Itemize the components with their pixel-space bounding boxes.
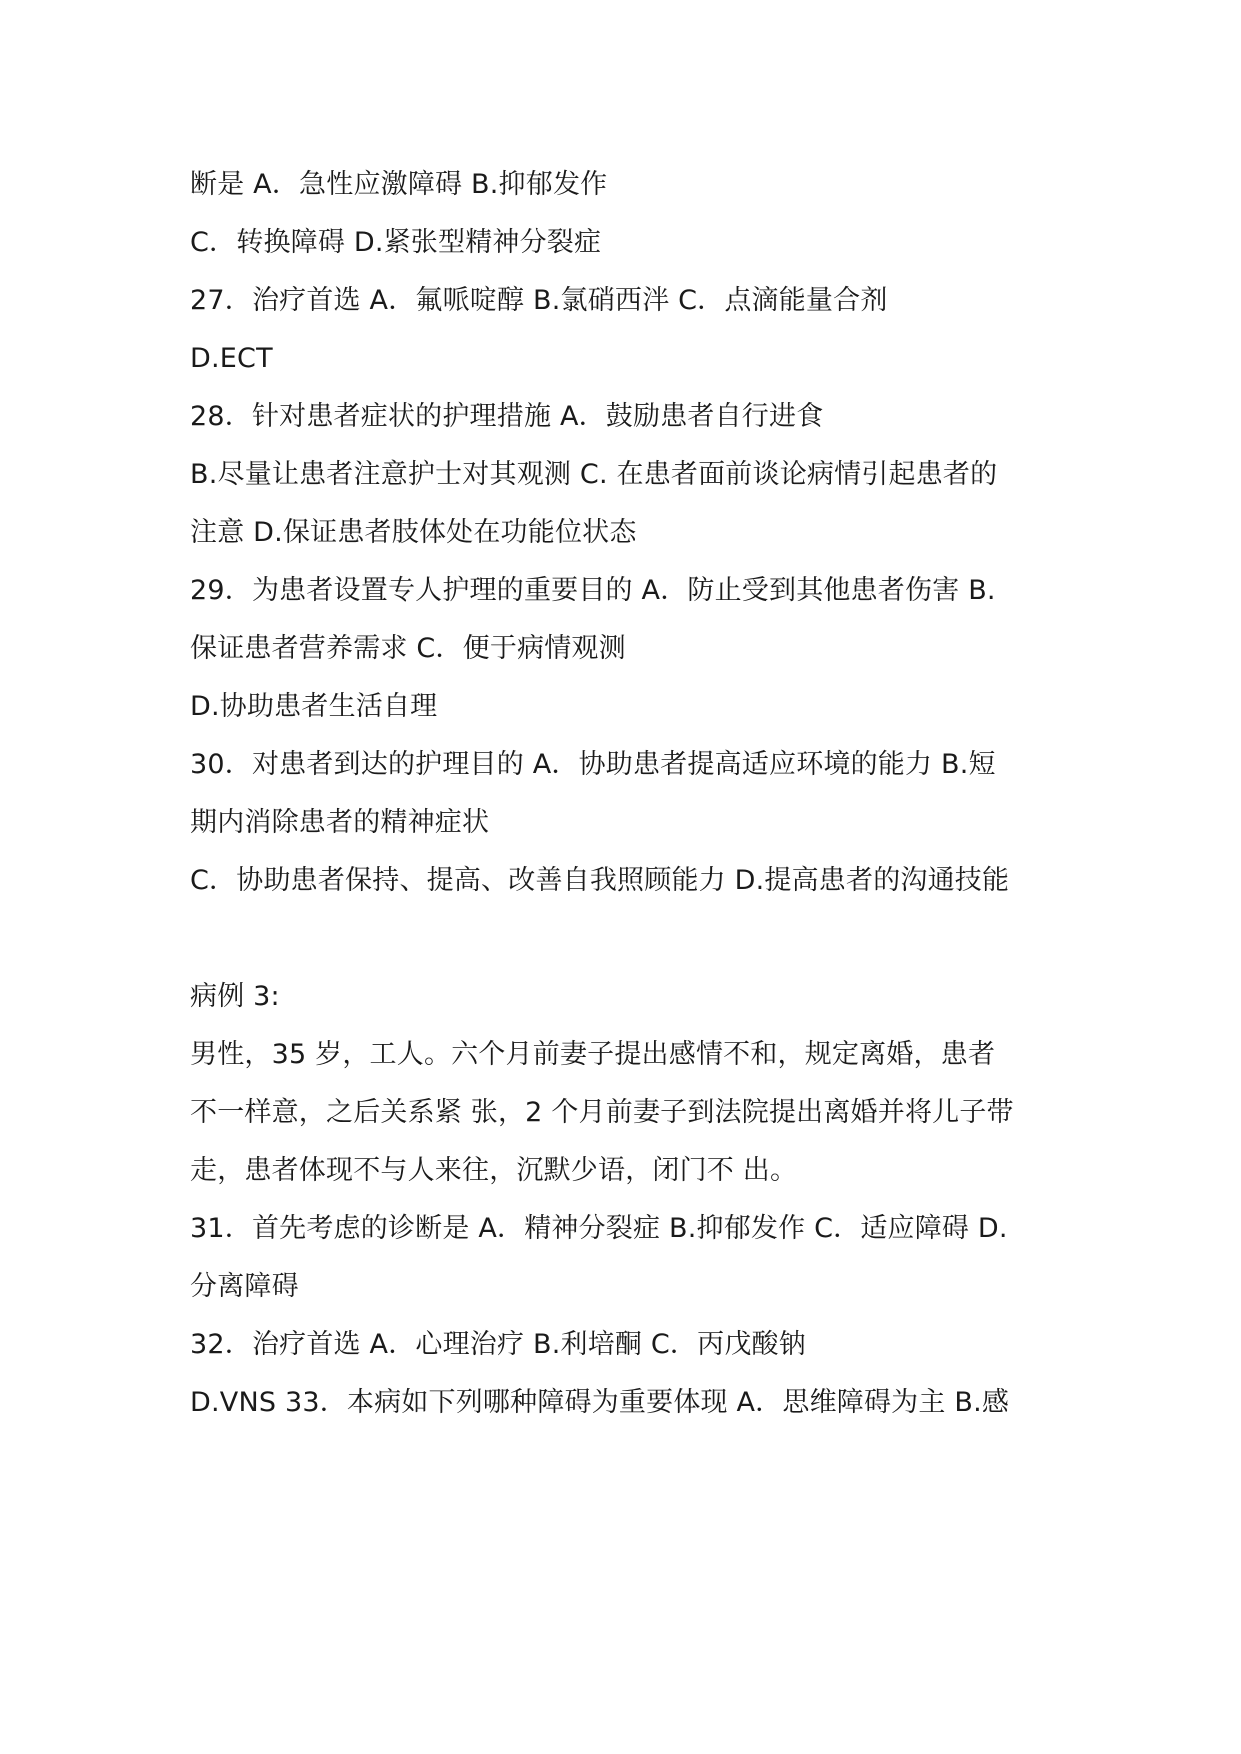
case-description-line: 走，患者体现不与人来往，沉默少语，闭门不 出。 [190, 1155, 798, 1186]
text-line: D.协助患者生活自理 [190, 691, 438, 722]
question-28-line: 28．针对患者症状的护理措施 A．鼓励患者自行进食 [190, 401, 824, 432]
text-line: C．转换障碍 D.紧张型精神分裂症 [190, 227, 602, 258]
case-heading: 病例 3: [190, 981, 280, 1012]
text-line: 期内消除患者的精神症状 [190, 807, 490, 838]
text-line: D.ECT [190, 343, 273, 374]
case-description-line: 不一样意，之后关系紧 张，2 个月前妻子到法院提出离婚并将儿子带 [190, 1097, 1014, 1128]
question-30-line: 30．对患者到达的护理目的 A．协助患者提高适应环境的能力 B.短 [190, 749, 996, 780]
question-31-line: 31．首先考虑的诊断是 A．精神分裂症 B.抑郁发作 C．适应障碍 D. [190, 1213, 1008, 1244]
text-line: C．协助患者保持、提高、改善自我照顾能力 D.提高患者的沟通技能 [190, 865, 1010, 896]
text-line: 保证患者营养需求 C．便于病情观测 [190, 633, 626, 664]
question-33-line: D.VNS 33．本病如下列哪种障碍为重要体现 A．思维障碍为主 B.感 [190, 1387, 1010, 1418]
case-description-line: 男性，35 岁，工人。六个月前妻子提出感情不和，规定离婚，患者 [190, 1039, 996, 1070]
question-32-line: 32．治疗首选 A．心理治疗 B.利培酮 C．丙戊酸钠 [190, 1329, 806, 1360]
text-line: 断是 A．急性应激障碍 B.抑郁发作 [190, 169, 608, 200]
question-27-line: 27．治疗首选 A．氟哌啶醇 B.氯硝西泮 C．点滴能量合剂 [190, 285, 888, 316]
text-line: B.尽量让患者注意护士对其观测 C. 在患者面前谈论病情引起患者的 [190, 459, 998, 490]
text-line: 注意 D.保证患者肢体处在功能位状态 [190, 517, 637, 548]
text-line: 分离障碍 [190, 1271, 299, 1302]
question-29-line: 29．为患者设置专人护理的重要目的 A．防止受到其他患者伤害 B. [190, 575, 996, 606]
